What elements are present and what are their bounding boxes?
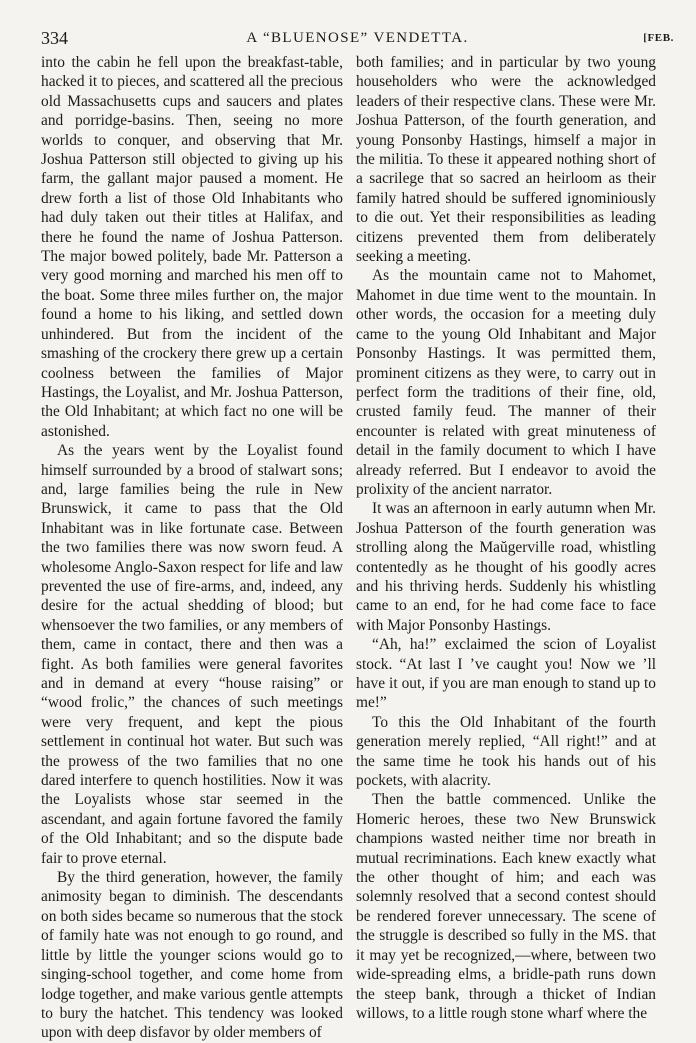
issue-month: [FEB. (643, 32, 674, 44)
page-number: 334 (41, 28, 68, 48)
paragraph: By the third generation, however, the family animosity began to diminish. The descendants on both sides became so numerous that the stock of family hate was not enough to go round, and little by little the younger scions would go to singing-school together, and come home from lodge together, and make various gentle attempts to bury the hatchet. This tendency was looked upon with deep disfavor by older members of (41, 869, 343, 1042)
page-header (41, 28, 674, 50)
paragraph: It was an afternoon in early autumn when Mr. Joshua Patterson of the fourth generation was strolling along the Maŭgerville road, whistling contentedly as he thought of his goodly acres and his thriving herds. Suddenly his whistling came to an end, for he had come face to face with Major Ponsonby Hastings. (356, 500, 656, 634)
paragraph: As the years went by the Loyalist found himself surrounded by a brood of stalwart sons; and, large families being the rule in New Brunswick, it came to pass that the Old Inhabitant was in like fortunate case. Between the two families there was now sworn feud. A wholesome Anglo-Saxon respect for life and law prevented the use of fire-arms, and, indeed, any desire for the actual shedding of blood; but whensoever the two families, or any members of them, came in contact, there and then was a fight. As both families were general favorites and in demand at every “house raising” or “wood frolic,” the chances of such meetings were very frequent, and kept the pious settlement in continual hot water. But such was the prowess of the two families that no one dared interfere to quench hostilities. Now it was the Loyalists whose star seemed in the ascendant, and again fortune favored the family of the Old Inhabitant; and so the dispute bade fair to prove eternal. (41, 442, 343, 867)
paragraph: “Ah, ha!” exclaimed the scion of Loyalist stock. “At last I ’ve caught you! Now we ’ll have it out, if you are man enough to stand up to me!” (356, 636, 656, 712)
paragraph: both families; and in particular by two young householders who were the acknowledged leaders of their respective clans. These were Mr. Joshua Patterson, of the fourth generation, and young Ponsonby Hastings, himself a major in the militia. To these it appeared nothing short of a sacrilege that so sacred an heirloom as their family hatred should be suffered ignominiously to die out. Yet their responsibilities as leading citizens prevented them from deliberately seeking a meeting. (356, 54, 656, 266)
right-column (356, 53, 656, 1023)
left-column (41, 53, 343, 1043)
paragraph: To this the Old Inhabitant of the fourth generation merely replied, “All right!” and at the same time he took his hands out of his pockets, with alacrity. (356, 713, 656, 790)
paragraph: into the cabin he fell upon the breakfast-table, hacked it to pieces, and scattered all the precious old Massachusetts cups and saucers and plates and porridge-basins. Then, seeing no more worlds to conquer, and observing that Mr. Joshua Patterson still objected to giving up his farm, the gallant major paused a moment. He drew forth a list of those Old Inhabitants who had duly taken out their titles at Halifax, and there he found the name of Joshua Patterson. The major bowed politely, bade Mr. Patterson a very good morning and marched his men off to the boat. Some three miles further on, the major found a home to his liking, and settled down unhindered. But from the incident of the smashing of the crockery there grew up a certain coolness between the families of Major Hastings, the Loyalist, and Mr. Joshua Patterson, the Old Inhabitant; at which fact no one will be astonished. (41, 54, 343, 440)
running-title: A “BLUENOSE” VENDETTA. (246, 30, 469, 46)
paragraph: As the mountain came not to Mahomet, Mahomet in due time went to the mountain. In other words, the occasion for a meeting duly came to the young Old Inhabitant and Major Ponsonby Hastings. It was permitted them, prominent citizens as they were, to carry out in perfect form the traditions of their fine, old, crusted family feud. The manner of their encounter is related with great minuteness of detail in the family document to which I have already referred. But I endeavor to avoid the prolixity of the ancient narrator. (356, 267, 656, 498)
paragraph: Then the battle commenced. Unlike the Homeric heroes, these two New Brunswick champions wasted neither time nor breath in mutual recriminations. Each knew exactly what the other thought of him; and each was solemnly resolved that a second contest should be rendered forever unnecessary. The scene of the struggle is described so fully in the MS. that it may yet be recognized,—where, between two wide-spreading elms, a bridle-path runs down the steep bank, through a thicket of Indian willows, to a little rough stone wharf where the (356, 791, 656, 1022)
